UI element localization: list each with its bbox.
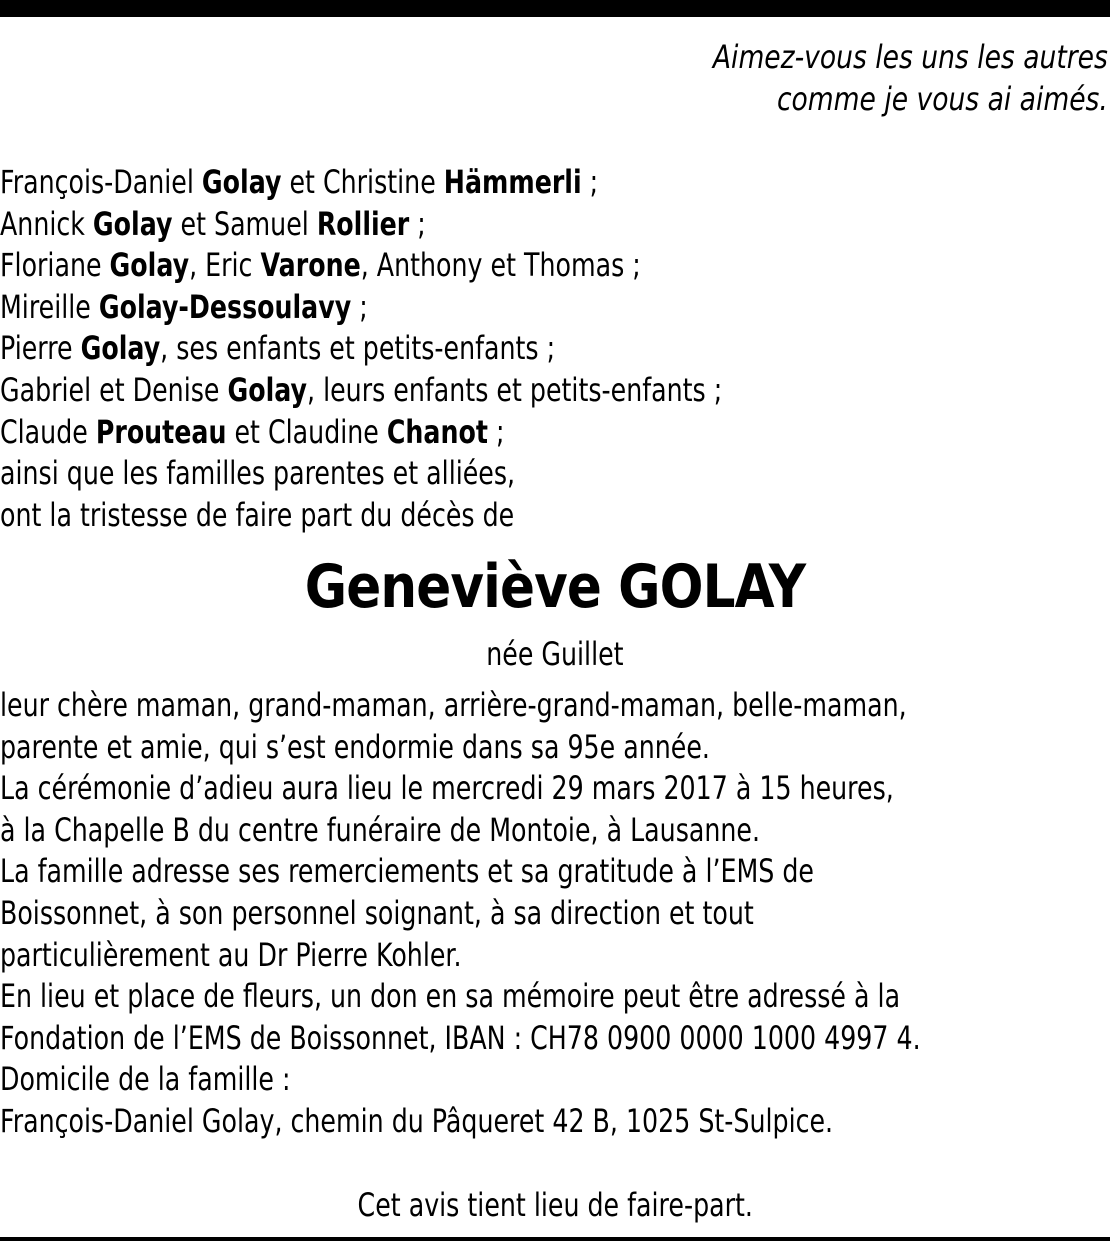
announcement-body — [0, 685, 1106, 1143]
body-line: La famille adresse ses remerciements et sa gratitude à l’EMS de — [0, 852, 814, 891]
mourner-line — [0, 245, 1106, 287]
intro-line: ainsi que les familles parentes et alliées, — [0, 454, 516, 493]
surname: Varone — [260, 246, 361, 285]
maiden-name — [0, 632, 1110, 676]
given-names: , Eric — [189, 246, 261, 285]
surname: Prouteau — [95, 412, 227, 451]
given-names: Floriane — [0, 246, 110, 285]
surname: Golay — [80, 329, 161, 368]
body-line: à la Chapelle B du centre funéraire de Montoie, à Lausanne. — [0, 810, 760, 849]
mourner-line — [0, 162, 1106, 204]
deceased-name-text: Geneviève GOLAY — [304, 552, 806, 622]
given-names: Gabriel et Denise — [0, 370, 228, 409]
body-line: La cérémonie d’adieu aura lieu le mercredi 29 mars 2017 à 15 heures, — [0, 769, 894, 808]
epigraph-quote — [713, 36, 1108, 120]
bottom-rule — [0, 1237, 1110, 1241]
surname: Golay — [201, 163, 282, 201]
deceased-name — [0, 545, 1110, 629]
surname: Chanot — [386, 412, 488, 451]
mourner-line — [0, 328, 1106, 370]
surname: Golay — [109, 246, 190, 285]
given-names: François-Daniel — [0, 163, 202, 201]
body-line: parente et amie, qui s’est endormie dans sa 95e année. — [0, 727, 710, 766]
given-names: , ses enfants et petits-enfants ; — [160, 329, 556, 368]
closing-note-text: Cet avis tient lieu de faire-part. — [357, 1186, 753, 1224]
body-line: Fondation de l’EMS de Boissonnet, IBAN : CH78 0900 0000 1000 4997 4. — [0, 1018, 921, 1057]
surname: Hämmerli — [443, 163, 582, 201]
given-names: et Claudine — [226, 412, 387, 451]
body-line: En lieu et place de fleurs, un don en sa mémoire peut être adressé à la — [0, 977, 901, 1016]
body-line: particulièrement au Dr Pierre Kohler. — [0, 935, 462, 974]
separator: ; — [351, 287, 368, 326]
given-names: , Anthony et Thomas ; — [360, 246, 641, 285]
given-names: Claude — [0, 412, 96, 451]
given-names: , leurs enfants et petits-enfants ; — [307, 370, 723, 409]
mourner-line — [0, 287, 1106, 329]
maiden-name-text: née Guillet — [486, 635, 624, 673]
given-names: et Samuel — [172, 204, 317, 243]
epigraph-line: Aimez-vous les uns les autres — [713, 38, 1108, 76]
mourner-line — [0, 204, 1106, 246]
mourner-line — [0, 412, 1106, 454]
closing-note — [0, 1183, 1110, 1227]
mourners-list — [0, 162, 1106, 536]
mourner-line — [0, 370, 1106, 412]
body-line: François-Daniel Golay, chemin du Pâqueret 42 B, 1025 St-Sulpice. — [0, 1101, 834, 1140]
given-names: Mireille — [0, 287, 99, 326]
body-line: Boissonnet, à son personnel soignant, à sa direction et tout — [0, 893, 754, 932]
surname: Rollier — [316, 204, 410, 243]
body-line: leur chère maman, grand-maman, arrière-grand-maman, belle-maman, — [0, 686, 907, 724]
top-rule — [0, 0, 1110, 17]
separator: ; — [581, 163, 599, 201]
epigraph-line: comme je vous ai aimés. — [777, 80, 1108, 118]
surname: Golay-Dessoulavy — [98, 287, 352, 326]
surname: Golay — [92, 204, 173, 243]
given-names: Annick — [0, 204, 93, 243]
intro-line: ont la tristesse de faire part du décès de — [0, 495, 515, 534]
body-line: Domicile de la famille : — [0, 1060, 291, 1099]
separator: ; — [487, 412, 505, 451]
given-names: Pierre — [0, 329, 81, 368]
given-names: et Christine — [281, 163, 444, 201]
surname: Golay — [227, 370, 308, 409]
separator: ; — [409, 204, 426, 243]
